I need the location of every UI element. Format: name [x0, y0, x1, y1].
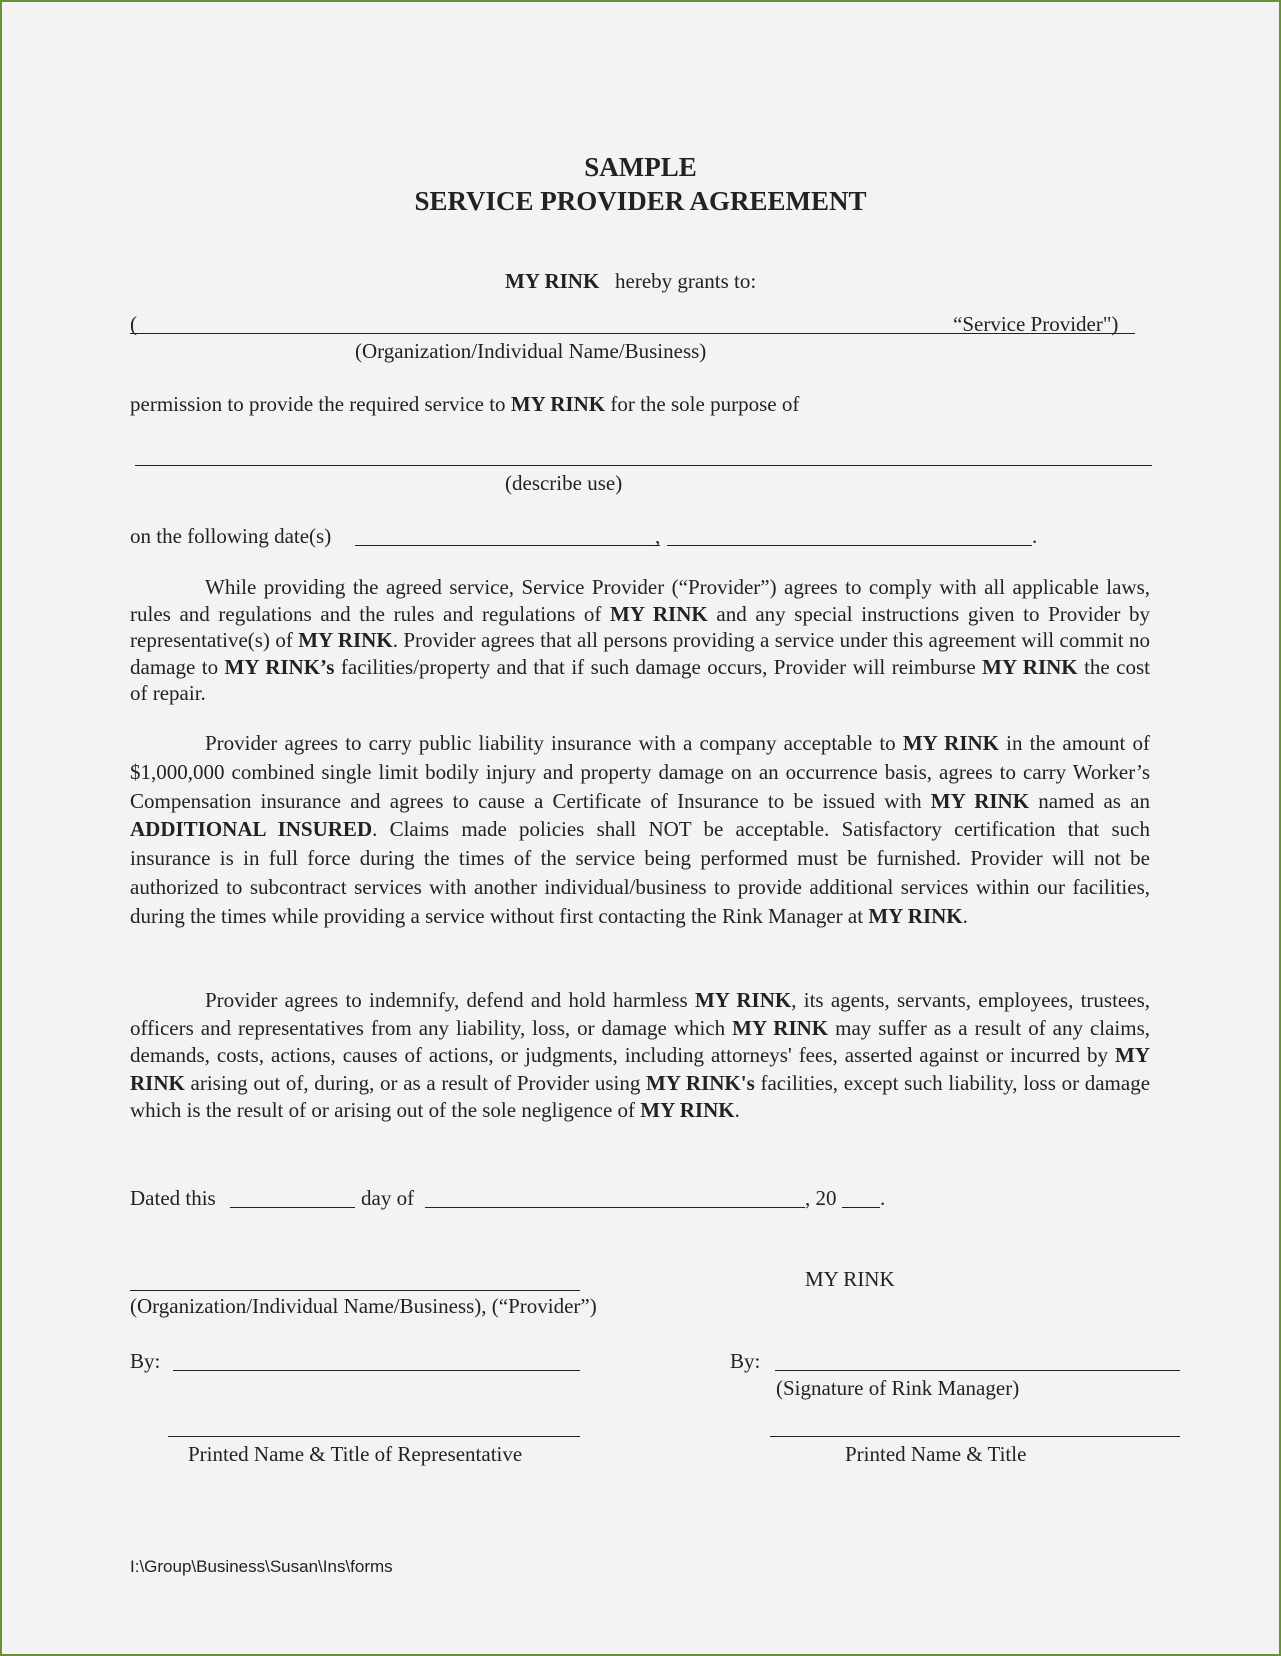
- grantor-name: MY RINK: [505, 269, 600, 293]
- date-line-1[interactable]: [355, 545, 660, 546]
- permission-text-end: for the sole purpose of: [610, 392, 800, 416]
- permission-line: [130, 392, 799, 417]
- dated-this-label: Dated this: [130, 1186, 216, 1210]
- describe-caption: (describe use): [505, 471, 623, 495]
- paragraph-compliance: While providing the agreed service, Service Provider (“Provider”) agrees to comply with all applicable laws, rules and regulations and the rules and regulations of MY RINK and any special instructions given to Provider by representative(s) of MY RINK. Provider agrees that all persons providing a service under this agreement will commit no damage to MY RINK’s facilities/property and that if such damage occurs, Provider will reimburse MY RINK the cost of repair.: [130, 575, 1151, 705]
- year-prefix: , 20: [805, 1186, 837, 1210]
- by-right-label: By:: [730, 1349, 761, 1373]
- grantor-name: MY RINK: [510, 392, 606, 416]
- provider-printed-caption: Printed Name & Title of Representative: [188, 1442, 523, 1466]
- provider-printed-name-line[interactable]: [168, 1436, 580, 1437]
- provider-open-paren: (: [130, 312, 137, 336]
- provider-signature-name-line[interactable]: [130, 1290, 580, 1291]
- provider-signature-line[interactable]: [173, 1370, 580, 1371]
- title-sample: SAMPLE: [584, 152, 697, 182]
- dated-month-line[interactable]: [425, 1207, 805, 1208]
- permission-text: permission to provide the required service to: [130, 392, 506, 416]
- rink-printed-name-line[interactable]: [770, 1436, 1180, 1437]
- dated-year-line[interactable]: [842, 1207, 880, 1208]
- dated-period: .: [880, 1186, 886, 1210]
- grants-text: hereby grants to:: [615, 269, 757, 293]
- provider-caption: (Organization/Individual Name/Business): [355, 339, 707, 363]
- dates-period: .: [1032, 524, 1038, 548]
- rink-name-signature: MY RINK: [805, 1267, 895, 1291]
- day-of-label: day of: [361, 1186, 415, 1210]
- rink-manager-signature-line[interactable]: [775, 1370, 1180, 1371]
- grant-line: [505, 269, 756, 294]
- paragraph-insurance: Provider agrees to carry public liability insurance with a company acceptable to MY RINK in the amount of $1,000,000 combined single limit bodily injury and property damage on an occurrence basis, agrees to carry Worker’s Compensation insurance and agrees to cause a Certificate of Insurance to be issued with MY RINK named as an ADDITIONAL INSURED. Claims made policies shall NOT be acceptable. Satisfactory certification that such insurance is in full force during the times of the service being performed must be furnished. Provider will not be authorized to subcontract services with another individual/business to provide additional services within our facilities, during the times while providing a service without first contacting the Rink Manager at MY RINK.: [130, 731, 1151, 928]
- dated-day-line[interactable]: [230, 1207, 355, 1208]
- describe-use-line[interactable]: [135, 465, 1152, 466]
- rink-manager-caption: (Signature of Rink Manager): [776, 1376, 1020, 1400]
- dates-label: on the following date(s): [130, 524, 332, 548]
- file-path-footer: I:\Group\Business\Susan\Ins\forms: [130, 1557, 393, 1576]
- provider-signature-caption: (Organization/Individual Name/Business), (“Provider”): [130, 1294, 597, 1318]
- by-left-label: By:: [130, 1349, 161, 1373]
- title-agreement: SERVICE PROVIDER AGREEMENT: [414, 186, 867, 216]
- dates-comma: ,: [655, 524, 661, 548]
- paragraph-indemnify: Provider agrees to indemnify, defend and hold harmless MY RINK, its agents, servants, employees, trustees, officers and representatives from any liability, loss, or damage which MY RINK may suffer as a result of any claims, demands, costs, actions, causes of actions, or judgments, including attorneys' fees, asserted against or incurred by MY RINK arising out of, during, or as a result of Provider using MY RINK's facilities, except such liability, loss or damage which is the result of or arising out of the sole negligence of MY RINK.: [130, 988, 1151, 1123]
- date-line-2[interactable]: [667, 545, 1032, 546]
- service-provider-label: “Service Provider"): [953, 312, 1119, 336]
- rink-printed-caption: Printed Name & Title: [845, 1442, 1027, 1466]
